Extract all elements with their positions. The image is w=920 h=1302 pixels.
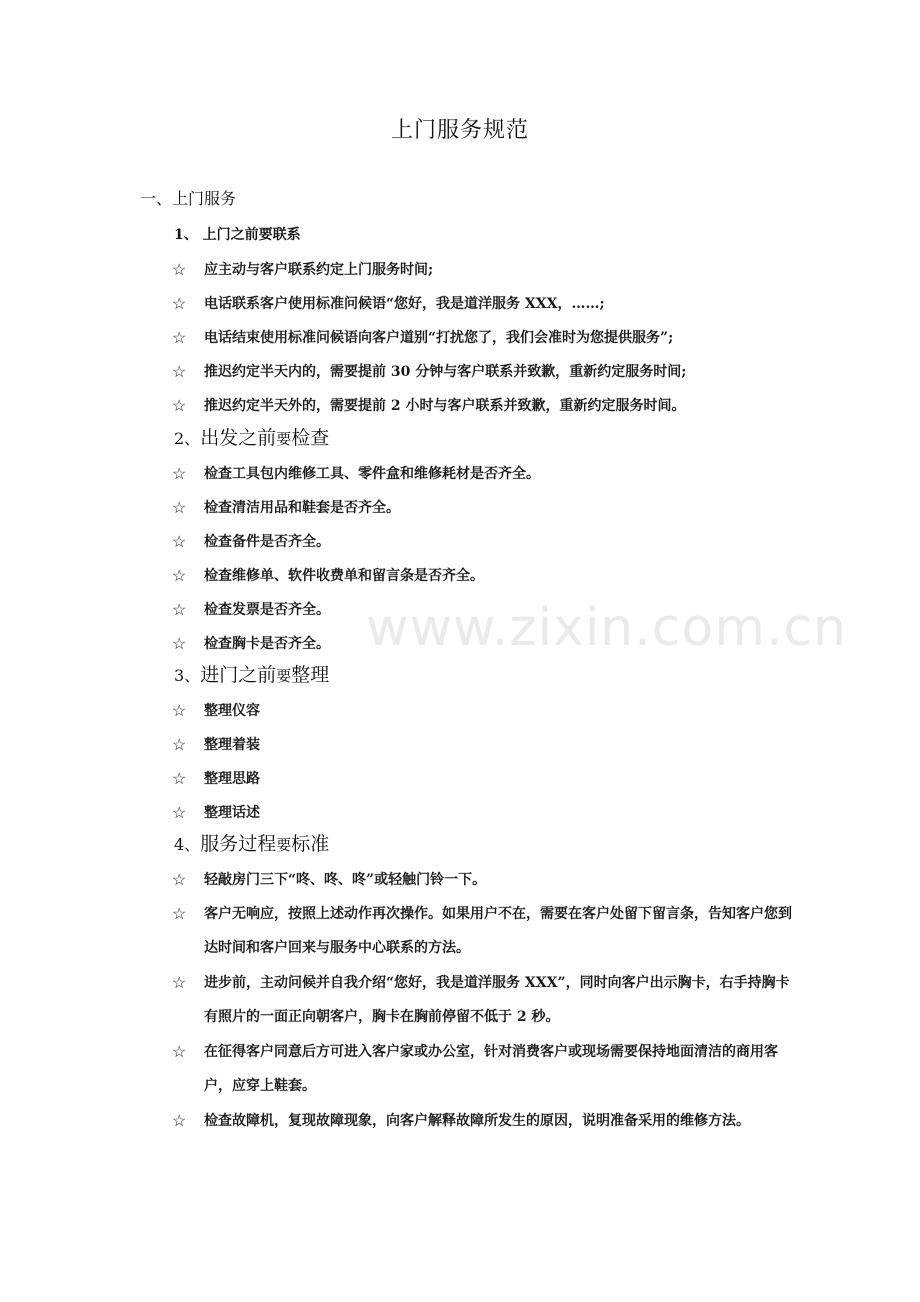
list-item [172, 966, 792, 1034]
list-item-text: 整理话述 [204, 805, 260, 821]
star-icon: ☆ [172, 870, 187, 889]
list-item [172, 762, 792, 796]
list-item-text: 推迟约定半天内的，需要提前 30 分钟与客户联系并致歉，重新约定服务时间; [204, 364, 687, 380]
list-item-text: 检查发票是否齐全。 [204, 602, 330, 618]
list-item [172, 491, 792, 525]
star-icon: ☆ [172, 701, 187, 720]
subsection-3-heading [174, 661, 329, 690]
star-icon: ☆ [172, 904, 187, 923]
watermark: www.zixin.com.cn [366, 598, 847, 658]
list-item [172, 355, 792, 389]
subsection-heading-part: 标准 [291, 833, 330, 855]
list-item [172, 525, 792, 559]
star-icon: ☆ [172, 498, 187, 517]
list-item-text: 检查胸卡是否齐全。 [204, 636, 330, 652]
star-icon: ☆ [172, 328, 187, 347]
subsection-4-heading [174, 830, 329, 859]
list-item-text: 客户无响应，按照上述动作再次操作。如果用户不在，需要在客户处留下留言条，告知客户您到达时间和客户回来与服务中心联系的方法。 [204, 906, 792, 956]
list-item [172, 389, 792, 423]
subsection-heading-part: 服务过程 [200, 833, 277, 855]
star-icon: ☆ [172, 260, 187, 279]
list-item [172, 253, 792, 287]
subsection-heading-part: 检查 [291, 427, 330, 449]
list-item-text: 检查备件是否齐全。 [204, 534, 330, 550]
subsection-number: 2、 [174, 429, 201, 448]
subsection-number: 3、 [174, 666, 201, 685]
list-item [172, 627, 792, 661]
subsection-heading-part: 要 [276, 430, 292, 448]
subsection-heading-part: 要 [276, 667, 292, 685]
list-item [172, 559, 792, 593]
list-item-text: 整理仪容 [204, 703, 260, 719]
list-item-text: 应主动与客户联系约定上门服务时间; [204, 262, 434, 278]
list-item-text: 进步前，主动问候并自我介绍“您好，我是道洋服务 XXX”，同时向客户出示胸卡，右手持胸卡有照片的一面正向朝客户，胸卡在胸前停留不低于 2 秒。 [204, 975, 790, 1025]
star-icon: ☆ [172, 532, 187, 551]
list-item-text: 检查故障机，复现故障现象，向客户解释故障所发生的原因，说明准备采用的维修方法。 [204, 1113, 750, 1129]
star-icon: ☆ [172, 1111, 187, 1130]
list-item-text: 轻敲房门三下“咚、咚、咚”或轻触门铃一下。 [204, 872, 487, 888]
list-item [172, 728, 792, 762]
star-icon: ☆ [172, 362, 187, 381]
star-icon: ☆ [172, 396, 187, 415]
star-icon: ☆ [172, 566, 187, 585]
star-icon: ☆ [172, 634, 187, 653]
document-title: 上门服务规范 [390, 118, 529, 143]
list-item-text: 检查工具包内维修工具、零件盒和维修耗材是否齐全。 [204, 466, 540, 482]
list-item-text: 电话结束使用标准问候语向客户道别“打扰您了，我们会准时为您提供服务”; [204, 330, 674, 346]
list-item [172, 897, 792, 965]
list-item [172, 287, 792, 321]
list-item [172, 1035, 792, 1103]
list-item [172, 863, 792, 897]
list-item [172, 796, 792, 830]
list-item [172, 321, 792, 355]
star-icon: ☆ [172, 464, 187, 483]
star-icon: ☆ [172, 600, 187, 619]
list-item-text: 电话联系客户使用标准问候语“您好，我是道洋服务 XXX，……; [204, 296, 605, 312]
subsection-heading-part: 进门之前 [200, 664, 277, 686]
list-item-text: 整理思路 [204, 771, 260, 787]
subsection-heading-part: 整理 [291, 664, 330, 686]
list-item-text: 推迟约定半天外的，需要提前 2 小时与客户联系并致歉，重新约定服务时间。 [204, 398, 686, 414]
star-icon: ☆ [172, 1042, 187, 1061]
star-icon: ☆ [172, 735, 187, 754]
subsection-1-heading: 1、 上门之前要联系 [174, 227, 301, 243]
list-item-text: 检查清洁用品和鞋套是否齐全。 [204, 500, 400, 516]
star-icon: ☆ [172, 803, 187, 822]
list-item-text: 整理着装 [204, 737, 260, 753]
list-item [172, 457, 792, 491]
star-icon: ☆ [172, 294, 187, 313]
star-icon: ☆ [172, 973, 187, 992]
list-item [172, 593, 792, 627]
list-item-text: 检查维修单、软件收费单和留言条是否齐全。 [204, 568, 484, 584]
list-item-text: 在征得客户同意后方可进入客户家或办公室，针对消费客户或现场需要保持地面清洁的商用客户，应穿上鞋套。 [204, 1044, 778, 1094]
list-item [172, 694, 792, 728]
subsection-number: 4、 [174, 835, 201, 854]
subsection-2-heading [174, 424, 329, 453]
section-heading-onsite-service: 一、上门服务 [140, 189, 237, 208]
list-item [172, 1104, 792, 1138]
subsection-heading-part: 要 [276, 836, 292, 854]
subsection-heading-part: 出发之前 [200, 427, 277, 449]
star-icon: ☆ [172, 769, 187, 788]
